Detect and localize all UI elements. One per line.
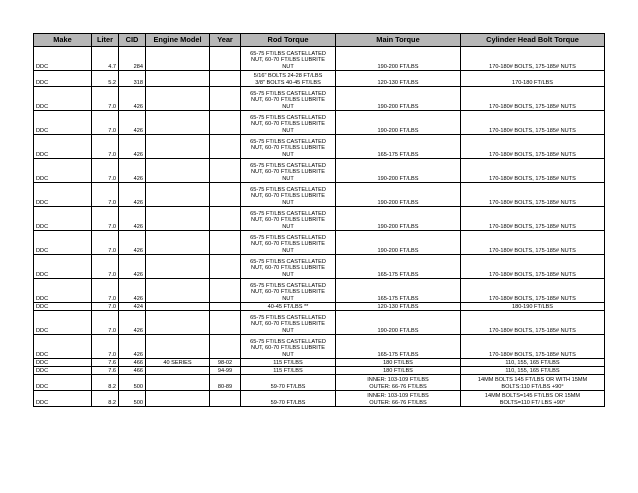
cell-engine-model (146, 303, 210, 311)
table-row (34, 311, 605, 335)
cell-liter: 7.6 (92, 367, 119, 375)
cell-engine-model (146, 231, 210, 255)
cell-cylinder-head-bolt-torque: 170-180# BOLTS, 175-185# NUTS (461, 159, 605, 183)
cell-liter: 7.0 (92, 183, 119, 207)
table-row (34, 391, 605, 407)
cell-main-torque: INNER: 103-109 FT/LBS OUTER: 66-76 FT/LBS (336, 375, 461, 391)
cell-cylinder-head-bolt-torque: 170-180# BOLTS, 175-185# NUTS (461, 111, 605, 135)
cell-liter: 7.0 (92, 159, 119, 183)
cell-year (210, 135, 241, 159)
table-body (34, 47, 605, 407)
cell-make: DDC (34, 367, 92, 375)
cell-engine-model (146, 335, 210, 359)
cell-main-torque: 180 FT/LBS (336, 359, 461, 367)
cell-year: 94-99 (210, 367, 241, 375)
table-row (34, 207, 605, 231)
table-row (34, 279, 605, 303)
cell-liter: 7.0 (92, 135, 119, 159)
table-row (34, 159, 605, 183)
header-main-torque: Main Torque (336, 34, 461, 47)
cell-cylinder-head-bolt-torque: 14MM BOLTS=145 FT/LBS OR 15MM BOLTS=110 FT/ LBS +90° (461, 391, 605, 407)
cell-cid: 318 (119, 71, 146, 87)
cell-rod-torque: 65-75 FT/LBS CASTELLATED NUT, 60-70 FT/LBS LUBRITE NUT (241, 335, 336, 359)
cell-main-torque: 190-200 FT/LBS (336, 111, 461, 135)
cell-rod-torque: 65-75 FT/LBS CASTELLATED NUT, 60-70 FT/LBS LUBRITE NUT (241, 279, 336, 303)
cell-cid: 500 (119, 375, 146, 391)
cell-main-torque: 190-200 FT/LBS (336, 311, 461, 335)
cell-engine-model (146, 71, 210, 87)
cell-rod-torque: 65-75 FT/LBS CASTELLATED NUT, 60-70 FT/LBS LUBRITE NUT (241, 111, 336, 135)
cell-main-torque: 190-200 FT/LBS (336, 183, 461, 207)
cell-year (210, 303, 241, 311)
table-row (34, 303, 605, 311)
cell-cid: 426 (119, 207, 146, 231)
cell-liter: 7.0 (92, 279, 119, 303)
header-liter: Liter (92, 34, 119, 47)
cell-year: 80-89 (210, 375, 241, 391)
cell-liter: 7.0 (92, 111, 119, 135)
cell-cylinder-head-bolt-torque: 180-190 FT/LBS (461, 303, 605, 311)
cell-make: DDC (34, 135, 92, 159)
cell-rod-torque: 115 FT/LBS (241, 359, 336, 367)
cell-cid: 426 (119, 231, 146, 255)
cell-make: DDC (34, 47, 92, 71)
cell-year (210, 231, 241, 255)
cell-engine-model (146, 87, 210, 111)
cell-main-torque: 165-175 FT/LBS (336, 335, 461, 359)
cell-make: DDC (34, 207, 92, 231)
table-row (34, 87, 605, 111)
cell-engine-model (146, 159, 210, 183)
header-make: Make (34, 34, 92, 47)
table-row (34, 335, 605, 359)
cell-make: DDC (34, 359, 92, 367)
table-row (34, 111, 605, 135)
header-year: Year (210, 34, 241, 47)
cell-cid: 426 (119, 279, 146, 303)
cell-liter: 7.0 (92, 87, 119, 111)
cell-year (210, 111, 241, 135)
cell-main-torque: 190-200 FT/LBS (336, 207, 461, 231)
cell-cylinder-head-bolt-torque: 170-180# BOLTS, 175-185# NUTS (461, 335, 605, 359)
header-engine-model: Engine Model (146, 34, 210, 47)
header-row (34, 34, 605, 47)
cell-year (210, 87, 241, 111)
cell-make: DDC (34, 255, 92, 279)
cell-rod-torque: 5/16" BOLTS 24-28 FT/LBS 3/8" BOLTS 40-45 FT/LBS (241, 71, 336, 87)
cell-rod-torque: 59-70 FT/LBS (241, 375, 336, 391)
cell-cylinder-head-bolt-torque: 14MM BOLTS 145 FT/LBS OR WITH 15MM BOLTS:110 FT/LBS +90° (461, 375, 605, 391)
cell-engine-model (146, 279, 210, 303)
cell-engine-model (146, 47, 210, 71)
cell-year: 98-02 (210, 359, 241, 367)
cell-rod-torque: 40-45 FT/LBS ** (241, 303, 336, 311)
cell-cid: 426 (119, 159, 146, 183)
header-rod-torque: Rod Torque (241, 34, 336, 47)
cell-rod-torque: 65-75 FT/LBS CASTELLATED NUT, 60-70 FT/LBS LUBRITE NUT (241, 207, 336, 231)
cell-year (210, 47, 241, 71)
cell-main-torque: 190-200 FT/LBS (336, 231, 461, 255)
cell-make: DDC (34, 231, 92, 255)
cell-make: DDC (34, 71, 92, 87)
cell-cylinder-head-bolt-torque: 170-180# BOLTS, 175-185# NUTS (461, 311, 605, 335)
cell-year (210, 391, 241, 407)
cell-make: DDC (34, 303, 92, 311)
torque-spec-table (33, 33, 605, 407)
cell-make: DDC (34, 279, 92, 303)
cell-engine-model (146, 391, 210, 407)
cell-main-torque: 190-200 FT/LBS (336, 87, 461, 111)
cell-year (210, 207, 241, 231)
cell-year (210, 71, 241, 87)
cell-main-torque: 165-175 FT/LBS (336, 279, 461, 303)
table-row (34, 135, 605, 159)
cell-liter: 7.0 (92, 303, 119, 311)
cell-cid: 426 (119, 255, 146, 279)
cell-year (210, 183, 241, 207)
table-row (34, 183, 605, 207)
cell-make: DDC (34, 335, 92, 359)
cell-cylinder-head-bolt-torque: 170-180 FT/LBS (461, 71, 605, 87)
table-row (34, 255, 605, 279)
cell-year (210, 279, 241, 303)
header-cylinder-head-bolt-torque: Cylinder Head Bolt Torque (461, 34, 605, 47)
cell-cylinder-head-bolt-torque: 170-180# BOLTS, 175-185# NUTS (461, 279, 605, 303)
cell-liter: 7.0 (92, 231, 119, 255)
cell-liter: 7.6 (92, 359, 119, 367)
cell-liter: 8.2 (92, 391, 119, 407)
cell-cylinder-head-bolt-torque: 110, 155, 165 FT/LBS (461, 359, 605, 367)
cell-make: DDC (34, 159, 92, 183)
cell-cylinder-head-bolt-torque: 170-180# BOLTS, 175-185# NUTS (461, 47, 605, 71)
table-row (34, 47, 605, 71)
cell-cylinder-head-bolt-torque: 170-180# BOLTS, 175-185# NUTS (461, 207, 605, 231)
cell-engine-model (146, 135, 210, 159)
header-cid: CID (119, 34, 146, 47)
table-row (34, 359, 605, 367)
cell-make: DDC (34, 183, 92, 207)
cell-make: DDC (34, 391, 92, 407)
cell-cid: 424 (119, 303, 146, 311)
cell-engine-model (146, 375, 210, 391)
cell-main-torque: 180 FT/LBS (336, 367, 461, 375)
cell-cylinder-head-bolt-torque: 170-180# BOLTS, 175-185# NUTS (461, 231, 605, 255)
cell-rod-torque: 65-75 FT/LBS CASTELLATED NUT, 60-70 FT/LBS LUBRITE NUT (241, 47, 336, 71)
table-row (34, 375, 605, 391)
cell-cid: 426 (119, 311, 146, 335)
cell-liter: 8.2 (92, 375, 119, 391)
cell-engine-model (146, 311, 210, 335)
cell-rod-torque: 65-75 FT/LBS CASTELLATED NUT, 60-70 FT/LBS LUBRITE NUT (241, 87, 336, 111)
cell-cid: 426 (119, 135, 146, 159)
cell-liter: 5.2 (92, 71, 119, 87)
cell-rod-torque: 65-75 FT/LBS CASTELLATED NUT, 60-70 FT/LBS LUBRITE NUT (241, 231, 336, 255)
cell-cid: 466 (119, 359, 146, 367)
cell-rod-torque: 65-75 FT/LBS CASTELLATED NUT, 60-70 FT/LBS LUBRITE NUT (241, 255, 336, 279)
cell-engine-model (146, 207, 210, 231)
cell-make: DDC (34, 111, 92, 135)
cell-engine-model: 40 SERIES (146, 359, 210, 367)
table-row (34, 71, 605, 87)
cell-year (210, 335, 241, 359)
cell-main-torque: 165-175 FT/LBS (336, 135, 461, 159)
cell-engine-model (146, 255, 210, 279)
cell-make: DDC (34, 375, 92, 391)
cell-rod-torque: 115 FT/LBS (241, 367, 336, 375)
cell-liter: 7.0 (92, 255, 119, 279)
cell-cylinder-head-bolt-torque: 110, 155, 165 FT/LBS (461, 367, 605, 375)
table-row (34, 367, 605, 375)
cell-main-torque: 165-175 FT/LBS (336, 255, 461, 279)
torque-spec-sheet (33, 33, 605, 407)
cell-cid: 466 (119, 367, 146, 375)
cell-cid: 284 (119, 47, 146, 71)
cell-engine-model (146, 367, 210, 375)
cell-year (210, 159, 241, 183)
cell-cid: 426 (119, 183, 146, 207)
cell-cid: 426 (119, 335, 146, 359)
cell-rod-torque: 65-75 FT/LBS CASTELLATED NUT, 60-70 FT/LBS LUBRITE NUT (241, 311, 336, 335)
cell-main-torque: INNER: 103-109 FT/LBS OUTER: 66-76 FT/LBS (336, 391, 461, 407)
cell-engine-model (146, 183, 210, 207)
cell-main-torque: 190-200 FT/LBS (336, 47, 461, 71)
cell-cid: 426 (119, 87, 146, 111)
cell-cylinder-head-bolt-torque: 170-180# BOLTS, 175-185# NUTS (461, 87, 605, 111)
cell-make: DDC (34, 87, 92, 111)
cell-make: DDC (34, 311, 92, 335)
cell-cylinder-head-bolt-torque: 170-180# BOLTS, 175-185# NUTS (461, 135, 605, 159)
cell-liter: 7.0 (92, 311, 119, 335)
cell-rod-torque: 65-75 FT/LBS CASTELLATED NUT, 60-70 FT/LBS LUBRITE NUT (241, 183, 336, 207)
cell-liter: 7.0 (92, 335, 119, 359)
cell-cid: 500 (119, 391, 146, 407)
cell-year (210, 255, 241, 279)
table-row (34, 231, 605, 255)
cell-main-torque: 190-200 FT/LBS (336, 159, 461, 183)
cell-rod-torque: 65-75 FT/LBS CASTELLATED NUT, 60-70 FT/LBS LUBRITE NUT (241, 159, 336, 183)
cell-liter: 4.7 (92, 47, 119, 71)
cell-cid: 426 (119, 111, 146, 135)
cell-year (210, 311, 241, 335)
cell-main-torque: 120-130 FT/LBS (336, 303, 461, 311)
cell-liter: 7.0 (92, 207, 119, 231)
cell-rod-torque: 65-75 FT/LBS CASTELLATED NUT, 60-70 FT/LBS LUBRITE NUT (241, 135, 336, 159)
cell-rod-torque: 59-70 FT/LBS (241, 391, 336, 407)
cell-main-torque: 120-130 FT/LBS (336, 71, 461, 87)
cell-cylinder-head-bolt-torque: 170-180# BOLTS, 175-185# NUTS (461, 183, 605, 207)
cell-cylinder-head-bolt-torque: 170-180# BOLTS, 175-185# NUTS (461, 255, 605, 279)
cell-engine-model (146, 111, 210, 135)
